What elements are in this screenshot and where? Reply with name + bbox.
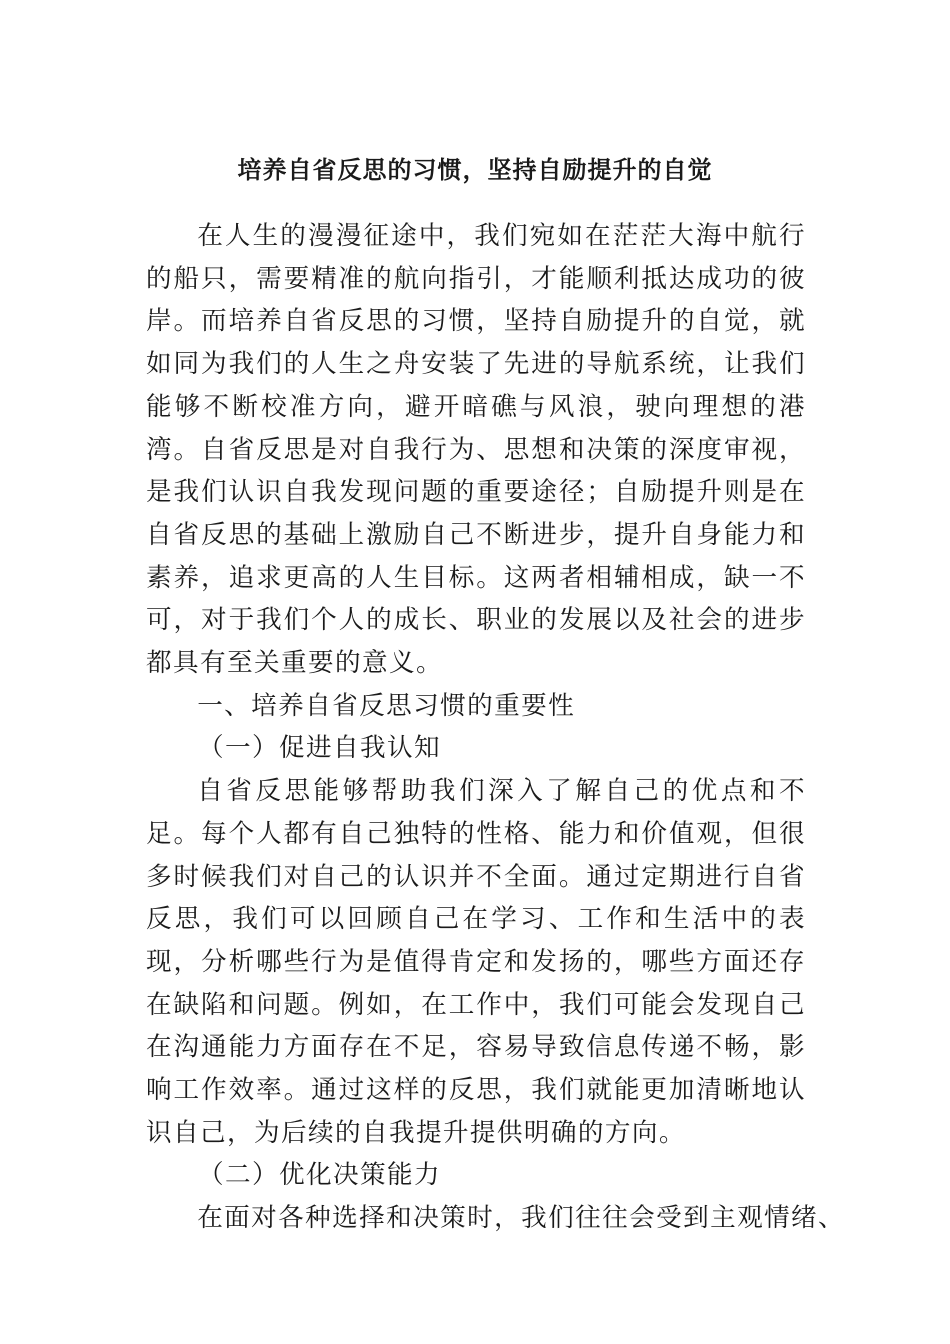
section-heading-1: 一、培养自省反思习惯的重要性 — [197, 690, 576, 721]
intro-paragraph: 在人生的漫漫征途中，我们宛如在茫茫大海中航行的船只，需要精准的航向指引，才能顺利抵达成功的彼岸。而培养自省反思的习惯，坚持自励提升的自觉，就如同为我们的人生之舟安装了先进的导航系统，让我们能够不断校准方向，避开暗礁与风浪，驶向理想的港湾。自省反思是对自我行为、思想和决策的深度审视，是我们认识自我发现问题的重要途径；自励提升则是在自省反思的基础上激励自己不断进步，提升自身能力和素养，追求更高的人生目标。这两者相辅相成，缺一不可，对于我们个人的成长、职业的发展以及社会的进步都具有至关重要的意义。 — [146, 221, 806, 679]
subsection-paragraph-1: 自省反思能够帮助我们深入了解自己的优点和不足。每个人都有自己独特的性格、能力和价值观，但很多时候我们对自己的认识并不全面。通过定期进行自省反思，我们可以回顾自己在学习、工作和生活中的表现，分析哪些行为是值得肯定和发扬的，哪些方面还存在缺陷和问题。例如，在工作中，我们可能会发现自己在沟通能力方面存在不足，容易导致信息传递不畅，影响工作效率。通过这样的反思，我们就能更加清晰地认识自己，为后续的自我提升提供明确的方向。 — [146, 776, 806, 1148]
subsection-paragraph-2: 在面对各种选择和决策时，我们往往会受到主观情绪、 — [197, 1203, 846, 1234]
subsection-heading-1: （一）促进自我认知 — [198, 733, 441, 764]
document-title: 培养自省反思的习惯，坚持自励提升的自觉 — [237, 156, 713, 184]
subsection-heading-2: （二）优化决策能力 — [198, 1160, 441, 1191]
document-body — [146, 215, 846, 1240]
